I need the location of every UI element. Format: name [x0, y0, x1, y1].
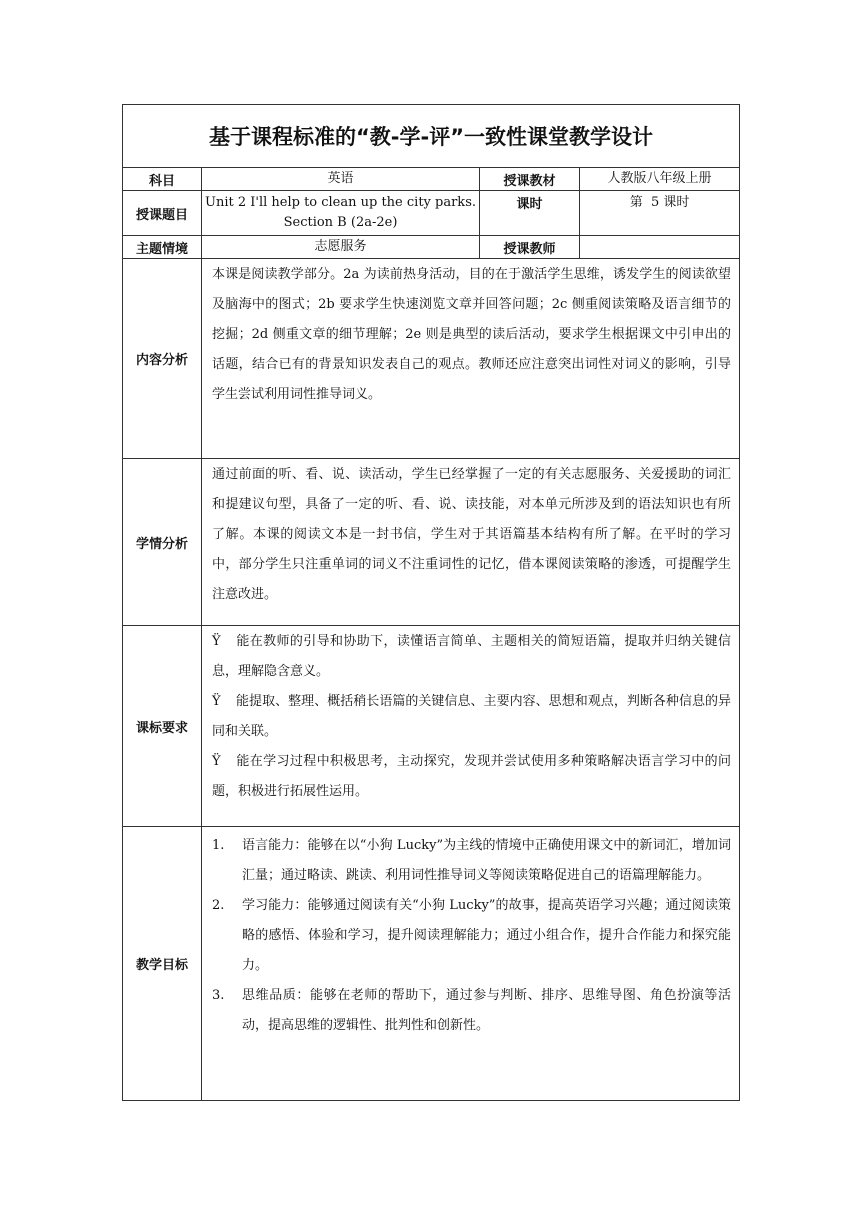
textbook-value: 人教版八年级上册: [580, 168, 740, 191]
textbook-label: 授课教材: [480, 168, 580, 191]
content-analysis-text: 本课是阅读教学部分。2a 为读前热身活动，目的在于激活学生思维，诱发学生的阅读欲望及脑海中的图式；2b 要求学生快速浏览文章并回答问题；2c 侧重阅读策略及语言细节的挖掘；2d 侧重文章的细节理解；2e 则是典型的读后活动，要求学生根据课文中引申出的话题，结合已有的背景知识发表自己的观点。教师还应注意突出词性对词义的影响，引导学生尝试利用词性推导词义。: [202, 259, 740, 459]
page-title: 基于课程标准的“教-学-评”一致性课堂教学设计: [123, 105, 740, 168]
content-analysis-label: 内容分析: [123, 259, 202, 459]
teacher-value: [580, 236, 740, 259]
topic-label: 授课题目: [123, 191, 202, 236]
period-value: 第 5 课时: [580, 191, 740, 236]
theme-value: 志愿服务: [202, 236, 480, 259]
goals-list: [202, 827, 740, 1101]
goals-label: 教学目标: [123, 827, 202, 1101]
lesson-plan-table: [122, 104, 740, 1101]
subject-label: 科目: [123, 168, 202, 191]
subject-value: 英语: [202, 168, 480, 191]
bullet-icon: Ÿ: [212, 634, 221, 649]
topic-value: [202, 191, 480, 236]
bullet-icon: Ÿ: [212, 754, 221, 769]
standards-item: Ÿ 能在教师的引导和协助下，读懂语言简单、主题相关的简短语篇，提取并归纳关键信息，理解隐含意义。: [212, 627, 731, 687]
standards-item: Ÿ 能提取、整理、概括稍长语篇的关键信息、主要内容、思想和观点，判断各种信息的异同和关联。: [212, 687, 731, 747]
learner-analysis-label: 学情分析: [123, 459, 202, 626]
bullet-icon: Ÿ: [212, 694, 221, 709]
period-label: 课时: [480, 191, 580, 236]
topic-line-1: Unit 2 I'll help to clean up the city parks.: [204, 195, 476, 210]
theme-label: 主题情境: [123, 236, 202, 259]
learner-analysis-text: 通过前面的听、看、说、读活动，学生已经掌握了一定的有关志愿服务、关爱援助的词汇和提建议句型，具备了一定的听、看、说、读技能，对本单元所涉及到的语法知识也有所了解。本课的阅读文本是一封书信，学生对于其语篇基本结构有所了解。在平时的学习中，部分学生只注重单词的词义不注重词性的记忆，借本课阅读策略的渗透，可提醒学生注意改进。: [202, 459, 740, 626]
standards-item: Ÿ 能在学习过程中积极思考，主动探究，发现并尝试使用多种策略解决语言学习中的问题，积极进行拓展性运用。: [212, 747, 731, 807]
goal-item: 1. 语言能力：能够在以“小狗 Lucky”为主线的情境中正确使用课文中的新词汇，增加词汇量；通过略读、跳读、利用词性推导词义等阅读策略促进自己的语篇理解能力。: [212, 838, 732, 883]
standards-list: [202, 626, 740, 827]
standards-label: 课标要求: [123, 626, 202, 827]
topic-line-2: Section B (2a-2e): [283, 215, 398, 230]
goal-item: 2. 学习能力：能够通过阅读有关“小狗 Lucky”的故事，提高英语学习兴趣；通过阅读策略的感悟、体验和学习，提升阅读理解能力；通过小组合作，提升合作能力和探究能力。: [212, 898, 732, 973]
goal-item: 3. 思维品质：能够在老师的帮助下，通过参与判断、排序、思维导图、角色扮演等活动，提高思维的逻辑性、批判性和创新性。: [212, 988, 732, 1033]
teacher-label: 授课教师: [480, 236, 580, 259]
